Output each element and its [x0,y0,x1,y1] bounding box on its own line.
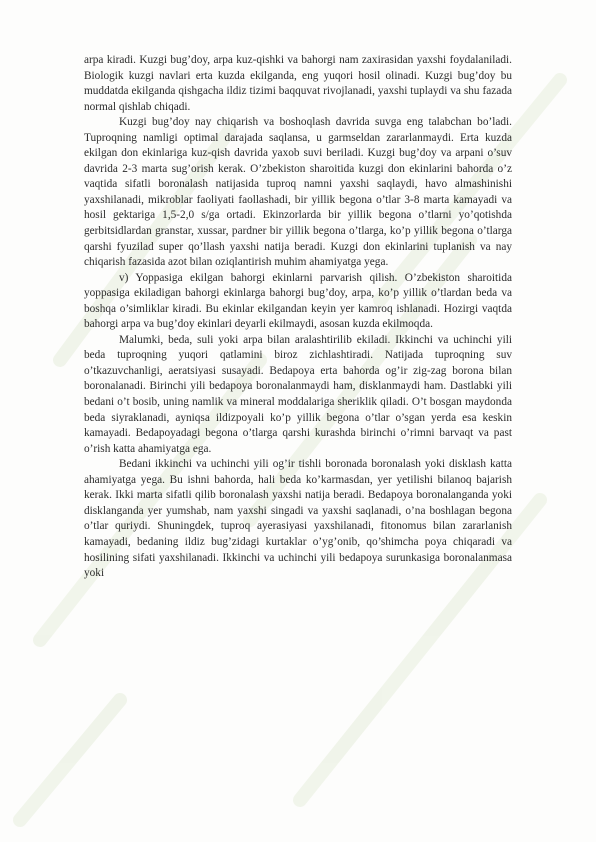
paragraph: arpa kiradi. Kuzgi bug’doy, arpa kuz-qishki va bahorgi nam zaxirasidan yaxshi foydalaniladi. Biologik kuzgi navlari erta kuzda ekilganda, eng yuqori hosil olinadi. Kuzgi bug’doy bu muddatda ekilganda qishgacha ildiz tizimi baqquvat rivojlanadi, yaxshi tuplaydi va shu fazada normal qishlab chiqadi. [84,54,512,113]
paragraph: Malumki, beda, suli yoki arpa bilan aralashtirilib ekiladi. Ikkinchi va uchinchi yili beda tuproqning yuqori qatlamini biroz zichlashtiradi. Natijada tuproqning suv o’tkazuvchanligi, aeratsiyasi susayadi. Bedapoya erta bahorda og’ir zig-zag borona bilan boronalanadi. Birinchi yili bedapoya boronalanmaydi ham, disklanmaydi ham. Dastlabki yili bedani o’t bosib, uning namlik va mineral moddalariga sheriklik qiladi. O’t bosgan maydonda beda siyraklanadi, ayniqsa ildizpoyali ko’p yillik begona o’tlar o’sgan yerda esa keskin kamayadi. Bedapoyadagi begona o’tlarga qarshi kurashda birinchi o’rimni barvaqt va past o’rish katta ahamiyatga ega. [84,333,512,455]
document-body [84,53,512,582]
paragraph: Bedani ikkinchi va uchinchi yili og’ir tishli boronada boronalash yoki disklash katta ahamiyatga yega. Bu ishni bahorda, hali beda ko’karmasdan, yer yetilishi bilanoq bajarish kerak. Ikki marta sifatli qilib boronalash yaxshi natija beradi. Bedapoya boronalanganda yoki disklanganda yer yumshab, nam yaxshi singadi va yaxshi saqlanadi, o’na boshlagan begona o’tlar quriydi. Shuningdek, tuproq ayerasiyasi yaxshilanadi, fitonomus bilan zararlanish kamayadi, bedaning ildiz bug’zidagi kurtaklar o’yg’onib, qo’shimcha poya chiqaradi va hosilining sifati yaxshilanadi. Ikkinchi va uchinchi yili bedapoya surunkasiga boronalanmasa yoki [84,458,512,580]
watermark-stroke [20,700,120,820]
paragraph: v) Yoppasiga ekilgan bahorgi ekinlarni parvarish qilish. O’zbekiston sharoitida yoppasiga ekiladigan bahorgi ekinlarga bahorgi bug’doy, arpa, ko’p yillik o’tlardan beda va boshqa o’simliklar kiradi. Bu ekinlar ekilgandan keyin yer kamroq ishlanadi. Hozirgi vaqtda bahorgi arpa va bug’doy ekinlari deyarli ekilmaydi, asosan kuzda ekilmoqda. [84,271,512,331]
paragraph: Kuzgi bug’doy nay chiqarish va boshoqlash davrida suvga eng talabchan bo’ladi. Tuproqning namligi optimal darajada saqlansa, u garmseldan zararlanmaydi. Erta kuzda ekilgan don ekinlariga kuz-qish davrida yaxob suvi beriladi. Kuzgi bug’doy va arpani o’suv davrida 2-3 marta sug’orish kerak. O’zbekiston sharoitida kuzgi don ekinlarini bahorda o’z vaqtida sifatli boronalash natijasida tuproq namni yaxshi saqlaydi, havo almashinishi yaxshilanadi, mikroblar faoliyati faollashadi, bir yillik begona o’tlar 3-8 marta kamayadi va hosil gektariga 1,5-2,0 s/ga ortadi. Ekinzorlarda bir yillik begona o’tlarni yo’qotishda gerbitsidlardan granstar, xussar, pardner bir yillik begona o’tlarga, ko’p yillik begona o’tlarga qarshi fyuzilad super qo’llash yaxshi natija beradi. Kuzgi don ekinlarini tuplanish va nay chiqarish fazasida azot bilan oziqlantirish muhim ahamiyatga yega. [84,116,512,269]
